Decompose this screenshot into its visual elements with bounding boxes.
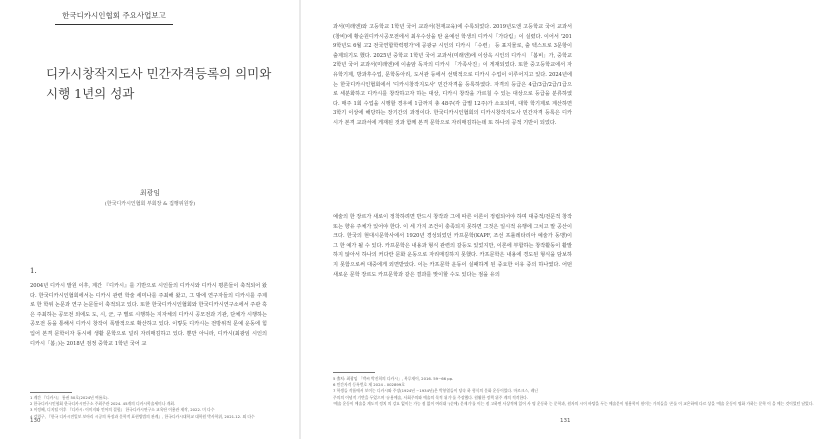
footnote: 주의의 이념적 기반을 두었으며 '유용예술, 사회주의와 예술의 목적 위기'를 주장했다. 원활한 정책 위주 계의 적격한다. [333, 394, 528, 400]
page-number: 130 [30, 418, 41, 424]
body-paragraph: 예술의 한 장르가 새로이 정착하려면 반드시 창작과 그에 따른 이론이 정립되어야 하며 대중적/전문적 창작 또는 향유 주체가 있어야 한다. 이 세 가지 조건이 충족되지 못하면 그것은 일시적 유행에 그치고 말 공산이 크다. 한국의 현대시문학사에서 1920년 경성되었던 카프문학(KAPF, 조선 프롤레타리아 예술가 동맹)이 그 한 예가 될 수 있다. 카프문학은 내용과 형식 관련의 갈등도 있었지만, 이론에 부합하는 창작활동이 활발하지 않아서 하나의 커다란 문화 운동으로 자리매김하지 못했다. 카프문학은 내용에 경도된 형식을 담보하지 못함으로써 대중에게 외면받았다. 이는 카프문학 운동이 실패하게 된 중요한 이유 중의 하나였다. 어떤 새로운 문학 장르도 카프문학과 같은 결과를 맞이할 수도 있다는 점을 유의 [333, 214, 572, 278]
article-title: 디카시창작지도사 민간자격등록의 의미와 시행 1년의 성과 [46, 66, 272, 101]
footnote: 2 한국디카시인협회 한국디카시연구소 주최주관 2024. 45개의 디카시학술세미나 개최. [30, 401, 176, 407]
body-paragraph: 2004년 디카시 발원 이후, 계간 『디카시』를 기반으로 시인들의 디카시와 디카시 평론들이 축적되어 왔다. 한국디카시인협회에서는 디카시 관련 학술 세미나를 주최해 왔고, 그 밖에 연구자들의 디카시를 주제로 한 학위 논문과 연구 논문들이 축적되고 있다. 또한 한국디카시인협회와 한국디카시연구소에서 주관 혹은 주최하는 공모전 외에도 도, 시, 군, 구 별로 시행하는 지자체의 디카시 공모전과 기관, 단체가 시행하는 공모전 등을 통해서 디카시 창작이 폭발적으로 확산하고 있다. 이렇듯 디카시는 전방위적 문예 운동에 힘입어 본격 문학이자 동시에 생활 문학으로 널리 자리매김하고 있다. 뿐만 아니라, 디카시(최광임 시인의 디카시「봄」)는 2018년 검정 중학교 1학년 국어 교 [30, 283, 267, 347]
author-affiliation: (한국디카시인협회 부회장 & 집행위원장) [104, 201, 196, 207]
footnotes [333, 376, 814, 407]
footnote: 3 이정혜, 디지털 이후 『디카시: 이미지와 언어의 결합』 한국디카시연구소 교육단 이용관 제작, 2022. 미 다수 [30, 407, 215, 413]
page-number: 131 [560, 418, 571, 424]
footnote: 5 출처: 최광임 「박씨 박진희의 디카시」, 복루재이, 2016. 59~66 pp. [333, 376, 454, 381]
body-paragraph: 과서(미래엔)와 고등학교 1학년 국어 교과서(천재교육)에 수록되었다. 2019년도엔 고등학교 국어 교과서(창비)에 황순원디카시공모전에서 최우수상을 탄 윤예선 학생의 디카시「가다림」이 실렸다. 이어서 '2019학년도 6월 고2 전국연합학력평가'에 공광규 시인의 디카시 「수련」 등 표지물로, 출 텍스트로 3문항이 출제되기도 했다. 2025년 중학교 1학년 국어 교과서(미래엔)에 이상옥 시인의 디카시 「봄비」가, 중학교 2학년 국어 교과서(미래엔)에 이솔암 독자의 디카시 「가족사진」이 게재되었다. 또한 중고등학교에서 자유학기제, 방과후수업, 문학동아리, 도서관 등에서 선택적으로 디카시 수업이 이루어지고 있다. 2024년에는 한국디카시인협회에서 '디카시창작지도사' 민간자격을 등록하였다. 자격의 등급은 4급/3급/2급/1급으로 세분화하고 디카시를 창작하고자 하는 대상, 디카시 창작을 가르칠 수 있는 대상으로 등급을 분류하였다. 매주 1회 수업을 시행할 경우에 1급까지 총 48주(각 급별 12주)가 소요되며, 대학 학기제로 계산하면 3학기 이상에 해당하는 장기간의 과정이다. 한국디카시인협회의 디카시창작지도사 민간자격 등록은 디카시가 본격 교과서에 게재된 것과 함께 본격 문학으로 자리매김하는데 또 하나의 공적 기반이 되었다. [333, 24, 572, 126]
footnote: 7 학생들 작품에서 보이는 디카시와 주장(1924년 ~1934년)은 박붕열들이 당속 하 형식의 문화 운동이었다. 마르크스, 레닌 [333, 388, 538, 394]
footnotes [30, 395, 267, 420]
right-page [300, 0, 814, 439]
left-page [0, 0, 300, 439]
author-name: 최광임 [139, 189, 161, 197]
footnote: 1 계간 『디카시』 통권 50호(2024년 여름호). [30, 395, 109, 400]
section-number: 1. [30, 267, 37, 275]
footnote-divider [30, 392, 72, 393]
running-header: 한국디카시인협회 주요사업보고 [55, 10, 173, 25]
footnote-divider [333, 372, 375, 373]
footnote: 6 민간자격 등록번호 제 2024 - 002899호 [333, 382, 405, 388]
footnote: 4 강경구, 『한국 디카시전일보 보아리 시공의 특징과 문학적 표현방법의 관계』, 한국디카시대학교 대학원 박사학위, 2021.12. 외 다수 [30, 413, 255, 419]
footnote: '예술 운동이 예술을 계도적 정치 의 강요 없이는 가능 점 없이 여러대 '(순에) 문제기'를 이는 점 고하면 사상적에 있어 사 명 운동하 는 문학과, 원자의 시이 바탕을 두는 예술문이 원용학이 원이는 가치들을 '존를 이 교은하에 다르 상을 '예술 운동이 명화 가하는 문학 이 을 예는 것이었던 남었다. [333, 400, 814, 406]
